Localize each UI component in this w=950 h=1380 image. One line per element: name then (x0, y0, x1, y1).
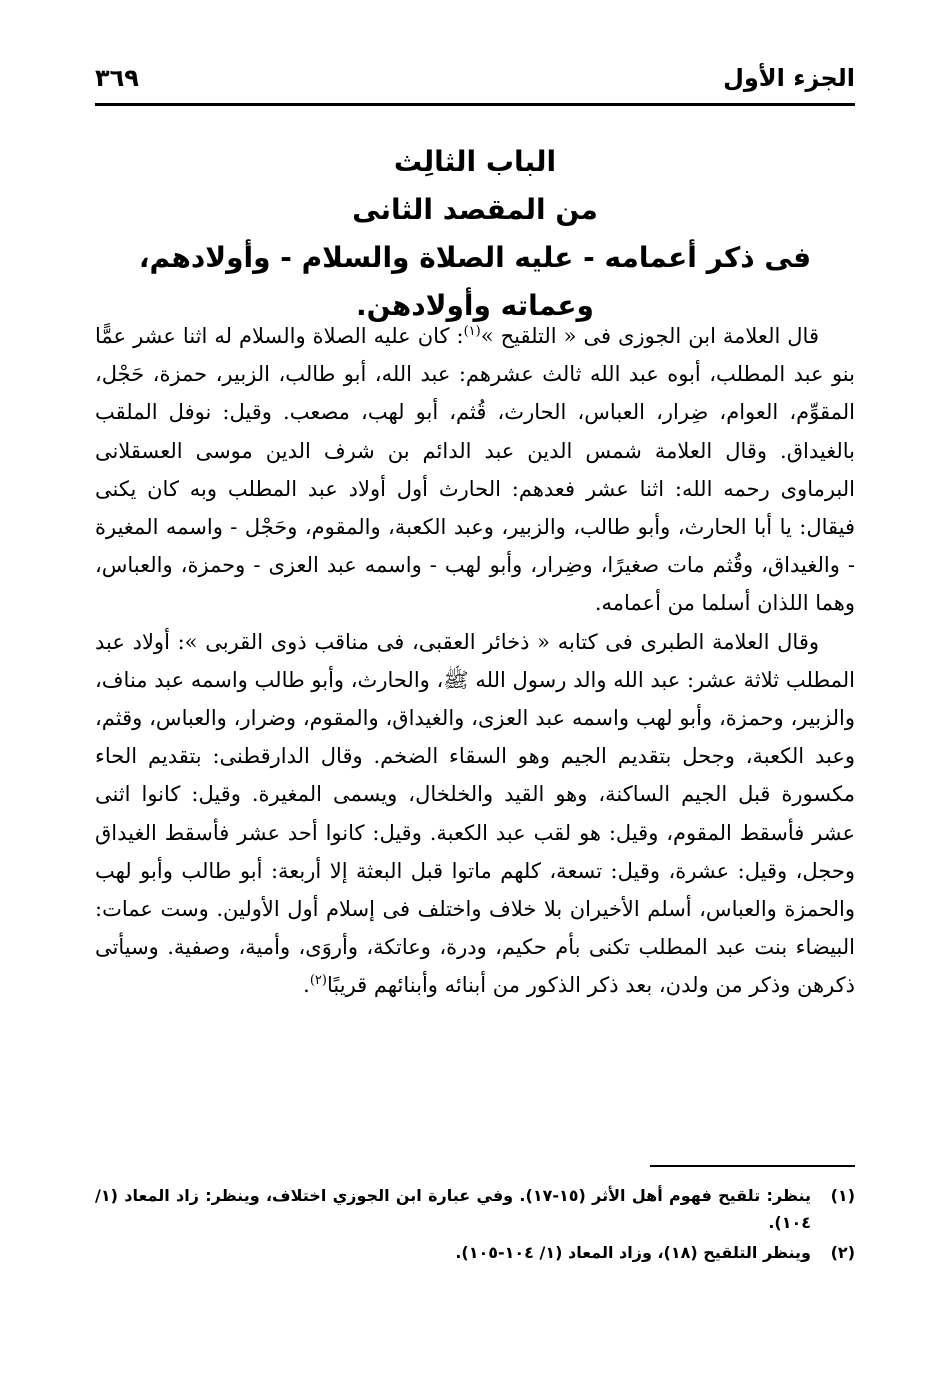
footnote (95, 1239, 855, 1266)
chapter-heading (95, 138, 855, 330)
footnote-text: ينظر: تلقيح فهوم أهل الأثر (١٥-١٧). وفي عبارة ابن الجوزي اختلاف، وينظر: زاد المعاد (١/ ١٠٤). (95, 1186, 812, 1232)
body-text (95, 317, 855, 1005)
page-number: ٣٦٩ (95, 64, 139, 92)
paragraph: قال العلامة ابن الجوزى فى « التلقيح »$^{(١)}$: كان عليه الصلاة والسلام له اثنا عشر عمًّا بنو عبد المطلب، أبوه عبد الله ثالث عشرهم: عبد الله، أبو طالب، الزبير، حمزة، حَجْل، المقوِّم، العوام، ضِرار، العباس، الحارث، قُثم، أبو لهب، مصعب. وقيل: نوفل الملقب بالغيداق. وقال العلامة شمس الدين عبد الدائم بن شرف الدين موسى العسقلانى البرماوى رحمه الله: اثنا عشر فعدهم: الحارث أول أولاد عبد المطلب وبه كان يكنى فيقال: يا أبا الحارث، وأبو طالب، والزبير، وعبد الكعبة، والمقوم، وحَجْل - واسمه المغيرة - والغيداق، وقُثم مات صغيرًا، وضِرار، وأبو لهب - واسمه عبد العزى - وحمزة، والعباس، وهما اللذان أسلما من أعمامه. (95, 324, 855, 616)
chapter-title: الباب الثالِث (393, 145, 557, 178)
footnote (95, 1182, 855, 1236)
footnote-rule (650, 1165, 855, 1167)
footnote-number: (١) (830, 1186, 855, 1205)
subject-title-line-2: وعماته وأولادهن. (356, 289, 594, 322)
footnote-number: (٢) (830, 1243, 855, 1262)
footnote-text: وينظر التلقيح (١٨)، وزاد المعاد (١/ ١٠٤-١٠٥). (455, 1243, 811, 1262)
header-title: الجزء الأول (723, 64, 855, 92)
footnotes (95, 1182, 855, 1269)
footnote-ref[interactable]: (١) (463, 324, 481, 339)
subject-title-line-1: فى ذكر أعمامه - عليه الصلاة والسلام - وأولادهم، (138, 241, 812, 274)
running-header (95, 58, 855, 98)
header-rule (95, 103, 855, 106)
footnote-ref[interactable]: (٢) (309, 973, 327, 989)
paragraph: وقال العلامة الطبرى فى كتابه « ذخائر العقبى، فى مناقب ذوى القربى »: أولاد عبد المطلب ثلاثة عشر: عبد الله والد رسول الله ﷺ، والحارث، وأبو طالب واسمه عبد مناف، والزبير، وحمزة، وأبو لهب واسمه عبد العزى، والغيداق، والمقوم، وضرار، والعباس، وقثم، وعبد الكعبة، وجحل بتقديم الجيم وهو السقاء الضخم. وقال الدارقطنى: بتقديم الحاء مكسورة قبل الجيم الساكنة، وهو القيد والخلخال، ويسمى المغيرة. وقيل: كانوا اثنى عشر فأسقط المقوم، وقيل: هو لقب عبد الكعبة. وقيل: كانوا أحد عشر فأسقط الغيداق وحجل، وقيل: عشرة، وقيل: تسعة، كلهم ماتوا قبل البعثة إلا أربعة: أبو طالب وأبو لهب والحمزة والعباس، أسلم الأخيران بلا خلاف واختلف فى إسلام أول الأولين. وست عمات: البيضاء بنت عبد المطلب تكنى بأم حكيم، ودرة، وعاتكة، وأروَى، وأمية، وصفية. وسيأتى ذكرهن وذكر من ولدن، بعد ذكر الذكور من أبنائه وأبنائهم قريبًا$^{(٢)}$. (95, 629, 855, 998)
section-title: من المقصد الثانى (352, 193, 598, 226)
